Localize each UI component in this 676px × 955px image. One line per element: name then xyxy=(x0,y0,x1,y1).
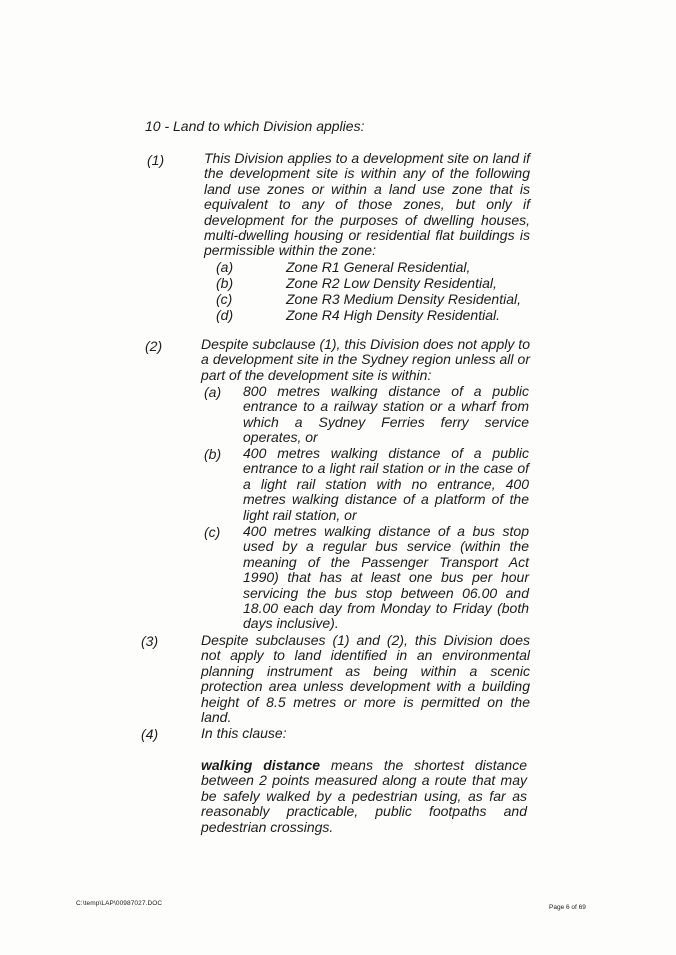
zone-text: Zone R3 Medium Density Residential, xyxy=(286,291,521,307)
clause-2-text: Despite subclause (1), this Division does not apply to a development site in the Sydney region unless all or part of the development site is within: xyxy=(201,336,530,383)
zone-label: (c) xyxy=(216,291,233,307)
clause-4-intro: In this clause: xyxy=(201,725,287,741)
item-text: 800 metres walking distance of a public entrance to a railway station or a wharf from which a Sydney Ferries ferry service operates, or xyxy=(243,383,529,446)
clause-1-number: (1) xyxy=(147,152,165,168)
footer-page-number: Page 6 of 69 xyxy=(549,904,586,911)
section-heading: 10 - Land to which Division applies: xyxy=(145,118,365,134)
zone-text: Zone R2 Low Density Residential, xyxy=(286,275,497,291)
item-label: (a) xyxy=(204,384,222,400)
zone-label: (d) xyxy=(216,307,234,323)
clause-3-number: (3) xyxy=(141,633,159,649)
zone-text: Zone R1 General Residential, xyxy=(286,259,471,275)
definition-paragraph xyxy=(201,758,527,835)
clause-2-number: (2) xyxy=(145,338,163,354)
footer-file-path: C:\temp\LAP\00987027.DOC xyxy=(76,900,163,907)
item-text: 400 metres walking distance of a public entrance to a light rail station or in the case of a light rail station with no entrance, 400 metres walking distance of a platform of the light rail station, or xyxy=(243,445,529,523)
item-text: 400 metres walking distance of a bus stop used by a regular bus service (within the meaning of the Passenger Transport Act 1990) that has at least one bus per hour servicing the bus stop between 06.00 and 18.00 each day from Monday to Friday (both days inclusive). xyxy=(243,523,529,632)
item-label: (c) xyxy=(204,524,221,540)
item-label: (b) xyxy=(204,446,222,462)
clause-1-text: This Division applies to a development site on land if the development site is within any of the following land use zones or within a land use zone that is equivalent to any of those zones, but only if development for the purposes of dwelling houses, multi-dwelling housing or residential flat buildings is permissible within the zone: xyxy=(204,150,530,259)
zone-label: (b) xyxy=(216,275,234,291)
clause-4-number: (4) xyxy=(141,726,159,742)
definition-text: means the shortest distance between 2 points measured along a route that may be safely walked by a pedestrian using, as far as reasonably practicable, public footpaths and pedestrian crossings. xyxy=(201,757,527,835)
zone-text: Zone R4 High Density Residential. xyxy=(286,307,500,323)
zone-label: (a) xyxy=(216,259,234,275)
clause-3-text: Despite subclauses (1) and (2), this Division does not apply to land identified in an environmental planning instrument as being within a scenic protection area unless development with a building height of 8.5 metres or more is permitted on the land. xyxy=(201,632,530,726)
defined-term: walking distance xyxy=(201,757,321,773)
